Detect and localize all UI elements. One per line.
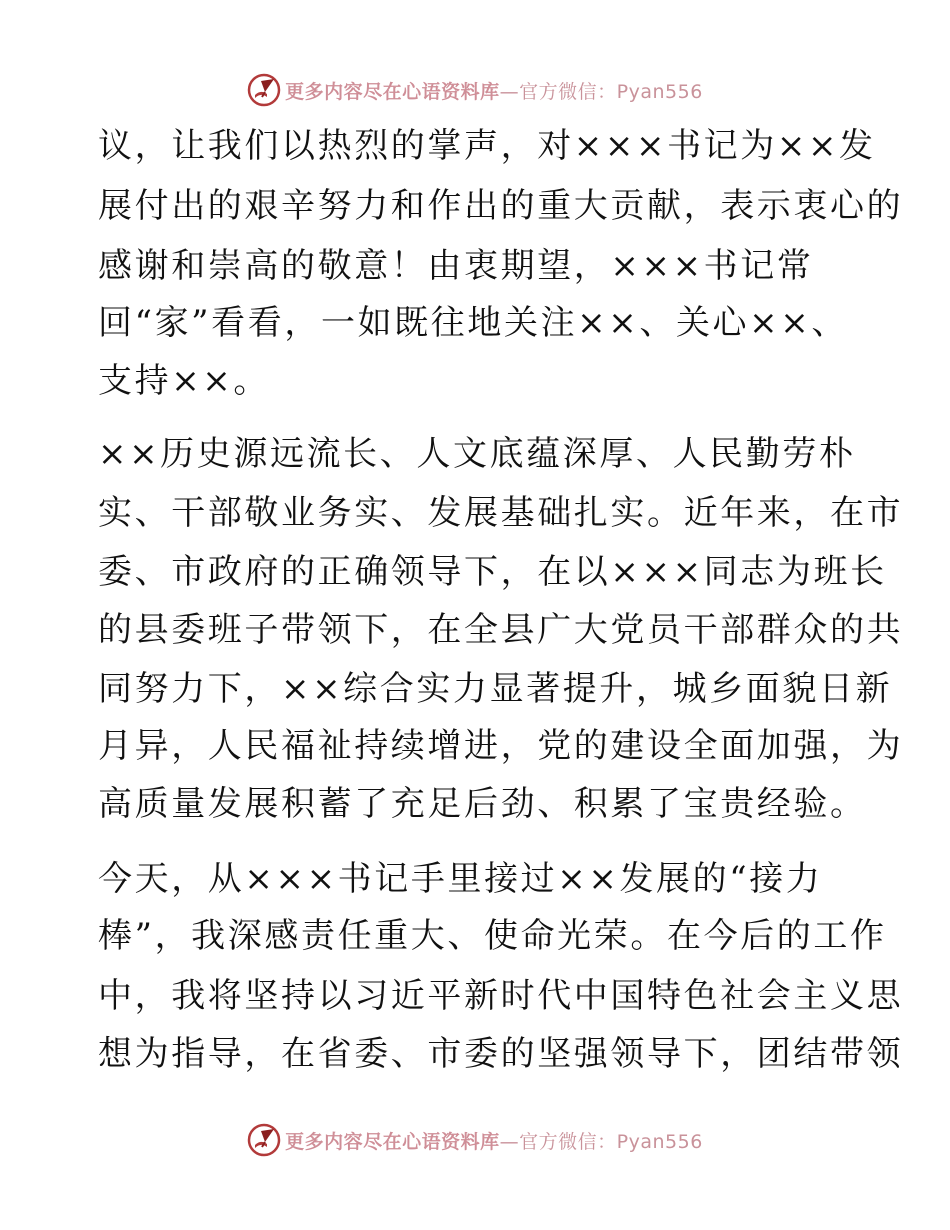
text-line: 棒”，我深感责任重大、使命光荣。在今后的工作 xyxy=(98,916,887,956)
book-quill-logo-icon xyxy=(247,1123,281,1157)
text-line: 实、干部敬业务实、发展基础扎实。近年来，在市 xyxy=(98,493,904,533)
header-watermark xyxy=(0,70,950,110)
text-line: 委、市政府的正确领导下，在以×××同志为班长 xyxy=(98,552,887,592)
watermark-contact-text: 官方微信：Pyan556 xyxy=(519,80,703,103)
footer-watermark xyxy=(0,1120,950,1160)
text-line: 支持××。 xyxy=(98,361,270,401)
text-line: 同努力下，××综合实力显著提升，城乡面貌日新 xyxy=(98,669,893,709)
watermark-dash: — xyxy=(499,1130,520,1153)
text-line: 想为指导，在省委、市委的坚强领导下，团结带领 xyxy=(98,1034,904,1074)
text-line: 的县委班子带领下，在全县广大党员干部群众的共 xyxy=(98,610,904,650)
text-line: 展付出的艰辛努力和作出的重大贡献，表示衷心的 xyxy=(98,186,904,226)
text-line: 高质量发展积蓄了充足后劲、积累了宝贵经验。 xyxy=(98,784,867,824)
book-quill-logo-icon xyxy=(247,73,281,107)
text-line: 月异，人民福祉持续增进，党的建设全面加强，为 xyxy=(98,726,904,766)
text-line: 回“家”看看，一如既往地关注××、关心××、 xyxy=(98,303,848,343)
watermark-contact-text: 官方微信：Pyan556 xyxy=(519,1130,703,1153)
text-line: 议，让我们以热烈的掌声，对×××书记为××发 xyxy=(98,126,876,166)
text-line: ××历史源远流长、人文底蕴深厚、人民勤劳朴 xyxy=(98,434,856,474)
watermark-site-text: 更多内容尽在心语资料库 xyxy=(285,80,500,103)
text-line: 感谢和崇高的敬意！由衷期望，×××书记常 xyxy=(98,246,814,286)
text-line: 中，我将坚持以习近平新时代中国特色社会主义思 xyxy=(98,976,904,1016)
text-line: 今天，从×××书记手里接过××发展的“接力 xyxy=(98,859,823,899)
watermark-site-text: 更多内容尽在心语资料库 xyxy=(285,1130,500,1153)
watermark-dash: — xyxy=(499,80,520,103)
